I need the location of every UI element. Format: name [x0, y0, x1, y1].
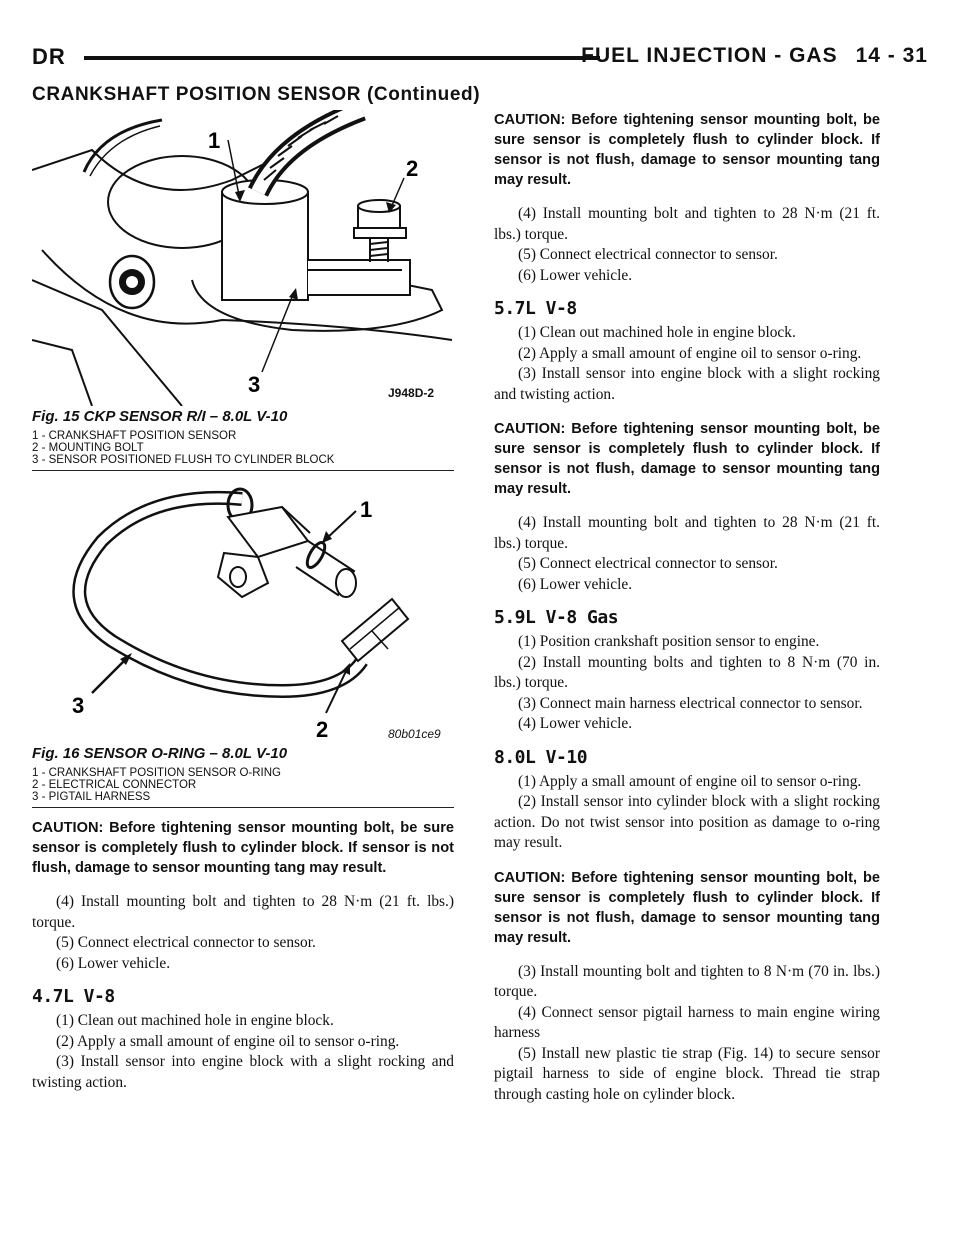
subsection-heading-5-7l: 5.7L V-8 [494, 298, 577, 319]
subsection-heading-8-0l: 8.0L V-10 [494, 746, 588, 768]
ckp-sensor-illustration [32, 110, 454, 406]
header-page-number: 14 - 31 [855, 44, 928, 67]
procedure-step: (3) Install sensor into engine block with a slight rocking and twisting action. [494, 365, 880, 403]
procedure-step: (5) Connect electrical connector to sensor. [518, 246, 778, 263]
procedure-step: (1) Clean out machined hole in engine block. [518, 324, 796, 341]
procedure-step: (3) Connect main harness electrical connector to sensor. [518, 694, 863, 712]
procedure-step: (6) Lower vehicle. [56, 954, 171, 972]
header-section-code: DR [32, 44, 66, 69]
legend-item: 3 - SENSOR POSITIONED FLUSH TO CYLINDER BLOCK [32, 454, 335, 466]
right-column [494, 110, 880, 1111]
procedure-step: (4) Install mounting bolt and tighten to 28 N·m (21 ft. lbs.) torque. [494, 205, 880, 243]
procedure-step: (4) Install mounting bolt and tighten to 28 N·m (21 ft. lbs.) torque. [32, 893, 454, 931]
caution-note: CAUTION: Before tightening sensor mounting bolt, be sure sensor is completely flush to cylinder block. If sensor is not flush, damage to sensor mounting tang may result. [494, 869, 880, 946]
caution-note: CAUTION: Before tightening sensor mounting bolt, be sure sensor is completely flush to cylinder block. If sensor is not flush, damage to sensor mounting tang may result. [494, 421, 880, 497]
callout-3: 3 [248, 372, 261, 397]
procedure-step: (4) Lower vehicle. [518, 715, 633, 732]
header-right [581, 44, 928, 68]
figure-caption: Fig. 16 SENSOR O-RING – 8.0L V-10 [32, 745, 288, 762]
procedure-step: (5) Connect electrical connector to sensor. [56, 934, 316, 951]
procedure-step: (2) Install sensor into cylinder block with a slight rocking action. Do not twist sensor into position as damage to o-ring may result. [494, 793, 880, 851]
procedure-step: (5) Install new plastic tie strap (Fig. 14) to secure sensor pigtail harness to side of engine block. Thread tie strap through casting hole on cylinder block. [494, 1044, 880, 1103]
legend-item: 3 - PIGTAIL HARNESS [32, 791, 151, 803]
legend-item: 1 - CRANKSHAFT POSITION SENSOR [32, 430, 237, 442]
figure-sensor-o-ring [32, 481, 454, 743]
callout-2: 2 [316, 717, 329, 742]
figure-code: J948D-2 [388, 386, 435, 400]
subsection-heading-5-9l: 5.9L V-8 Gas [494, 607, 619, 628]
procedure-step: (2) Apply a small amount of engine oil to sensor o-ring. [518, 344, 862, 362]
procedure-steps [32, 892, 454, 974]
figure-caption: Fig. 15 CKP SENSOR R/I – 8.0L V-10 [32, 408, 288, 425]
procedure-step: (4) Connect sensor pigtail harness to main engine wiring harness [494, 1003, 880, 1041]
page-header [32, 40, 928, 74]
left-column [32, 110, 454, 1099]
callout-1: 1 [360, 497, 373, 522]
procedure-step: (6) Lower vehicle. [518, 266, 633, 284]
procedure-step: (2) Apply a small amount of engine oil to sensor o-ring. [56, 1032, 400, 1050]
procedure-step: (6) Lower vehicle. [518, 575, 633, 593]
figure-legend [32, 430, 454, 471]
header-rule [84, 56, 600, 60]
procedure-steps [494, 772, 880, 854]
figure-ckp-sensor-install [32, 110, 454, 406]
procedure-steps [494, 513, 880, 595]
procedure-step: (3) Install mounting bolt and tighten to 8 N·m (70 in. lbs.) torque. [494, 962, 880, 1000]
legend-item: 1 - CRANKSHAFT POSITION SENSOR O-RING [32, 767, 281, 779]
procedure-steps [32, 1011, 454, 1093]
procedure-step: (1) Position crankshaft position sensor to engine. [518, 633, 820, 650]
header-title: FUEL INJECTION - GAS [581, 44, 838, 67]
callout-3: 3 [72, 693, 85, 718]
caution-note: CAUTION: Before tightening sensor mounting bolt, be sure sensor is completely flush to cylinder block. If sensor is not flush, damage to sensor mounting tang may result. [32, 820, 454, 876]
legend-item: 2 - MOUNTING BOLT [32, 442, 144, 454]
procedure-step: (5) Connect electrical connector to sensor. [518, 555, 778, 572]
sensor-o-ring-illustration [32, 481, 454, 743]
procedure-step: (1) Clean out machined hole in engine block. [56, 1012, 334, 1029]
procedure-step: (4) Install mounting bolt and tighten to 28 N·m (21 ft. lbs.) torque. [494, 514, 880, 552]
figure-code: 80b01ce9 [388, 727, 441, 741]
procedure-step: (1) Apply a small amount of engine oil to sensor o-ring. [518, 772, 862, 790]
legend-item: 2 - ELECTRICAL CONNECTOR [32, 779, 197, 791]
procedure-step: (2) Install mounting bolts and tighten to 8 N·m (70 in. lbs.) torque. [494, 653, 880, 691]
procedure-step: (3) Install sensor into engine block with a slight rocking and twisting action. [32, 1053, 454, 1091]
section-title: CRANKSHAFT POSITION SENSOR (Continued) [32, 84, 481, 105]
caution-note: CAUTION: Before tightening sensor mounting bolt, be sure sensor is completely flush to cylinder block. If sensor is not flush, damage to sensor mounting tang may result. [494, 112, 880, 188]
procedure-steps [494, 204, 880, 286]
subsection-heading-4-7l: 4.7L V-8 [32, 986, 115, 1007]
procedure-steps [494, 632, 880, 735]
callout-1: 1 [208, 128, 221, 153]
callout-2: 2 [406, 156, 419, 181]
procedure-steps [494, 323, 880, 405]
figure-legend [32, 767, 454, 808]
procedure-steps [494, 962, 880, 1106]
